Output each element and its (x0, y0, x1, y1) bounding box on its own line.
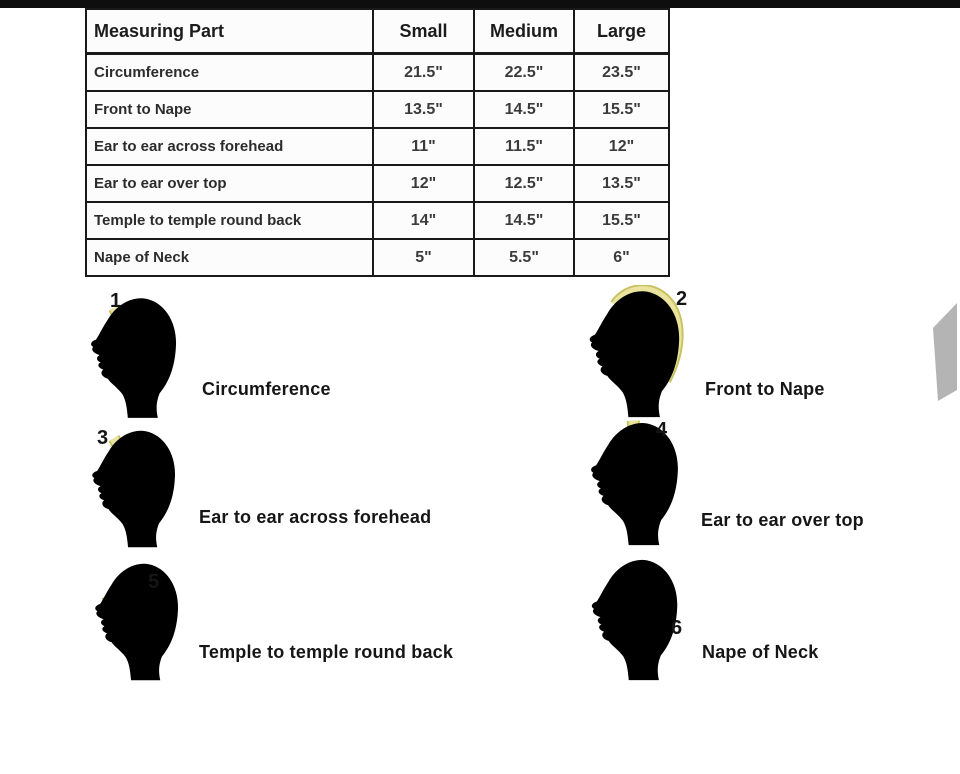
row-label: Temple to temple round back (86, 202, 373, 239)
table-row (86, 165, 669, 202)
table-row (86, 54, 669, 92)
head-profile-icon (591, 423, 678, 545)
diagram-label-circumference: Circumference (202, 379, 331, 399)
cell-small: 12" (373, 165, 474, 202)
diagram-label-front-to-nape: Front to Nape (705, 379, 825, 399)
head-diagram-front-to-nape (584, 285, 690, 419)
cell-medium: 14.5" (474, 91, 574, 128)
table-row (86, 128, 669, 165)
diagram-label-ear-to-ear-across-forehead: Ear to ear across forehead (199, 507, 432, 527)
head-diagram-temple-to-temple (88, 558, 190, 682)
row-label: Circumference (86, 54, 373, 92)
cell-medium: 14.5" (474, 202, 574, 239)
cell-large: 13.5" (574, 165, 669, 202)
diagram-number-2: 2 (676, 288, 688, 310)
table-row (86, 239, 669, 276)
head-profile-icon (95, 564, 178, 680)
size-chart-table (85, 8, 670, 277)
diagram-number-4: 4 (656, 419, 668, 441)
cell-small: 13.5" (373, 91, 474, 128)
column-header-medium: Medium (474, 9, 574, 54)
head-profile-icon (590, 291, 679, 417)
cell-medium: 22.5" (474, 54, 574, 92)
head-diagram-ear-to-ear-over-top (584, 417, 690, 547)
cell-medium: 5.5" (474, 239, 574, 276)
diagram-number-3: 3 (97, 427, 109, 449)
cell-medium: 12.5" (474, 165, 574, 202)
cell-large: 23.5" (574, 54, 669, 92)
diagram-number-6: 6 (671, 617, 683, 639)
cell-large: 15.5" (574, 91, 669, 128)
top-letterbox-bar (0, 0, 960, 8)
gray-edge-artifact (926, 298, 960, 406)
cell-small: 5" (373, 239, 474, 276)
cell-small: 21.5" (373, 54, 474, 92)
cell-large: 12" (574, 128, 669, 165)
diagram-label-nape-of-neck: Nape of Neck (702, 642, 819, 662)
column-header-measuring-part: Measuring Part (86, 9, 373, 54)
cell-large: 6" (574, 239, 669, 276)
row-label: Ear to ear over top (86, 165, 373, 202)
table-header-row (86, 9, 669, 54)
row-label: Nape of Neck (86, 239, 373, 276)
column-header-small: Small (373, 9, 474, 54)
head-diagram-circumference (86, 292, 186, 420)
head-profile-icon (592, 560, 677, 680)
gray-artifact-shape (933, 303, 957, 401)
column-header-large: Large (574, 9, 669, 54)
row-label: Front to Nape (86, 91, 373, 128)
cell-large: 15.5" (574, 202, 669, 239)
diagram-number-5: 5 (148, 571, 160, 593)
cell-small: 11" (373, 128, 474, 165)
diagram-label-temple-to-temple: Temple to temple round back (199, 642, 454, 662)
diagram-number-1: 1 (110, 290, 122, 312)
table-row (86, 202, 669, 239)
table-row (86, 91, 669, 128)
cell-medium: 11.5" (474, 128, 574, 165)
diagram-label-ear-to-ear-over-top: Ear to ear over top (701, 510, 864, 530)
head-profile-icon (91, 298, 176, 418)
cell-small: 14" (373, 202, 474, 239)
row-label: Ear to ear across forehead (86, 128, 373, 165)
